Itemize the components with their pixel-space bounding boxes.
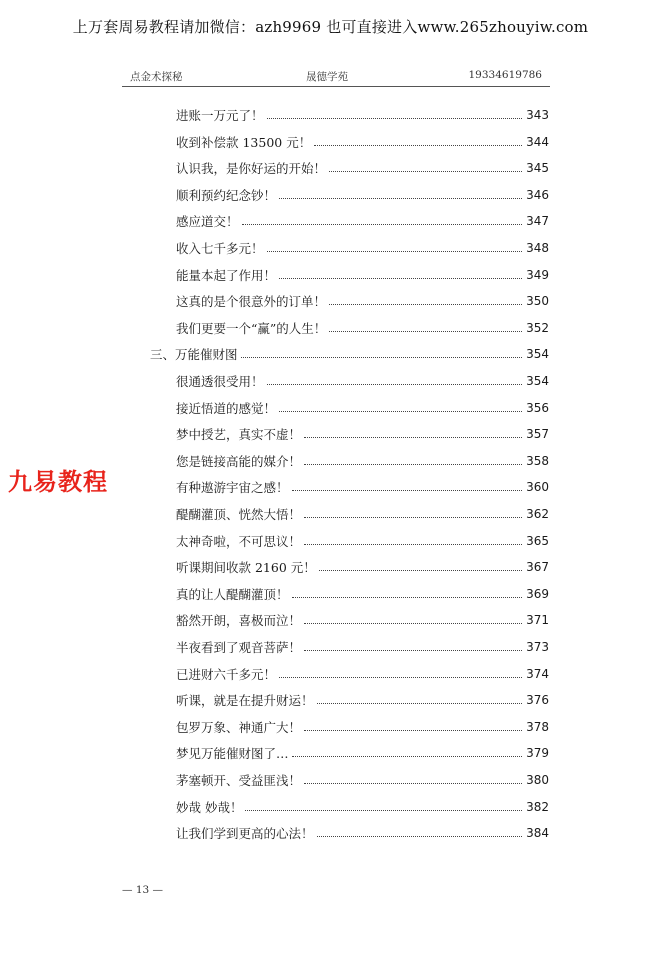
header-publisher: 晟德学苑 <box>306 71 348 83</box>
toc-entry-title: 进账一万元了！ <box>176 108 264 123</box>
toc-entry-page: 376 <box>526 693 549 708</box>
toc-entry-title: 豁然开朗，喜极而泣！ <box>176 613 302 629</box>
toc-entry <box>176 372 549 390</box>
toc-entry-title: 很通透很受用！ <box>176 374 264 389</box>
toc-entry <box>176 186 549 204</box>
toc-dot-leader <box>304 622 522 624</box>
toc-dot-leader <box>279 676 522 678</box>
toc-entry <box>176 558 549 576</box>
toc-entry-page: 350 <box>526 294 549 309</box>
toc-entry-page: 345 <box>526 161 549 176</box>
toc-entry-title: 接近悟道的感觉！ <box>176 400 277 416</box>
toc-entry-page: 344 <box>526 134 549 149</box>
toc-entry <box>176 585 549 603</box>
toc-entry <box>176 319 549 337</box>
toc-entry-title: 收到补偿款 13500 元！ <box>176 134 312 150</box>
toc-entry-page: 365 <box>526 533 549 548</box>
toc-entry <box>176 798 549 816</box>
toc-entry-page: 356 <box>526 400 549 415</box>
toc-dot-leader <box>242 223 522 225</box>
toc-entry-title: 真的让人醍醐灌顶！ <box>176 586 289 602</box>
toc-dot-leader <box>319 569 522 571</box>
toc-entry-title: 醍醐灌顶、恍然大悟！ <box>176 507 302 522</box>
toc-entry-page: 369 <box>526 586 549 601</box>
toc-entry-page: 373 <box>526 640 549 654</box>
toc-entry-page: 354 <box>526 374 549 388</box>
toc-entry-page: 358 <box>526 453 549 468</box>
toc-entry <box>176 611 549 629</box>
toc-entry-page: 379 <box>526 746 549 761</box>
toc-dot-leader <box>304 729 522 731</box>
toc-entry <box>176 292 549 310</box>
toc-entry-title: 收入七千多元！ <box>176 241 264 256</box>
toc-entry-page: 343 <box>526 108 549 122</box>
toc-dot-leader <box>304 463 522 465</box>
toc-dot-leader <box>292 489 522 491</box>
toc-dot-leader <box>304 782 522 784</box>
toc-dot-leader <box>329 330 522 332</box>
toc-entry-title: 妙哉 妙哉！ <box>176 799 243 815</box>
toc-entry-title: 您是链接高能的媒介！ <box>176 453 302 469</box>
toc-entry <box>176 133 549 151</box>
toc-entry <box>176 452 549 470</box>
toc-dot-leader <box>267 383 522 385</box>
toc-dot-leader <box>317 835 522 837</box>
toc-entry-page: 374 <box>526 666 549 681</box>
toc-entry-page: 347 <box>526 214 549 229</box>
toc-entry-page: 380 <box>526 773 549 787</box>
toc-entry <box>176 106 549 124</box>
toc-entry <box>176 212 549 230</box>
top-banner-text: 上万套周易教程请加微信：azh9969 也可直接进入www.265zhouyiw.com <box>72 18 589 36</box>
toc-entry-title: 梦见万能催财图了… <box>176 746 289 762</box>
toc-entry <box>176 665 549 683</box>
toc-entry-page: 382 <box>526 799 549 814</box>
toc-entry <box>176 771 549 789</box>
toc-entry-title: 太神奇啦，不可思议！ <box>176 533 302 549</box>
toc-entry <box>176 266 549 284</box>
toc-dot-leader <box>317 702 522 704</box>
toc-dot-leader <box>267 250 522 252</box>
toc-dot-leader <box>304 649 522 651</box>
toc-entry-title: 我们更要一个“赢”的人生！ <box>176 320 327 336</box>
toc-entry-page: 371 <box>526 613 549 628</box>
toc-entry <box>176 744 549 762</box>
toc-entry <box>176 532 549 550</box>
toc-entry <box>176 638 549 656</box>
toc-dot-leader <box>245 809 522 811</box>
toc-entry-title: 梦中授艺，真实不虚！ <box>176 427 302 443</box>
toc-entry <box>176 159 549 177</box>
toc-entry-title: 听课，就是在提升财运！ <box>176 693 314 709</box>
toc-entry-title: 有种遨游宇宙之感！ <box>176 480 289 496</box>
toc-entry-title: 已进财六千多元！ <box>176 666 277 682</box>
toc-entry <box>176 425 549 443</box>
page-number: — 13 — <box>122 884 164 896</box>
toc-entry-title: 茅塞顿开、受益匪浅！ <box>176 773 302 788</box>
page-header <box>122 68 550 87</box>
toc-entry-page: 357 <box>526 427 549 442</box>
toc-entry-title: 包罗万象、神通广大！ <box>176 719 302 735</box>
header-book-title: 点金术探秘 <box>130 71 183 83</box>
toc-entry-page: 354 <box>526 347 549 362</box>
toc-entry <box>176 691 549 709</box>
toc-dot-leader <box>329 303 522 305</box>
toc-entry-page: 352 <box>526 320 549 335</box>
toc-entry-title: 让我们学到更高的心法！ <box>176 826 314 842</box>
toc-entry <box>176 505 549 523</box>
toc-entry <box>176 239 549 257</box>
toc-dot-leader <box>304 543 522 545</box>
toc-section-heading <box>150 345 549 363</box>
toc-entry-title: 半夜看到了观音菩萨！ <box>176 640 302 655</box>
toc-dot-leader <box>304 436 522 438</box>
toc-entry-page: 378 <box>526 719 549 734</box>
toc-dot-leader <box>292 596 522 598</box>
toc-dot-leader <box>329 170 522 172</box>
toc-entry-page: 349 <box>526 267 549 282</box>
toc-entry-title: 能量本起了作用！ <box>176 267 277 283</box>
toc-entry-title: 感应道交！ <box>176 214 239 230</box>
header-phone: 19334619786 <box>468 69 542 81</box>
toc-entry <box>176 824 549 842</box>
toc-entry <box>176 718 549 736</box>
toc-entry-page: 348 <box>526 241 549 255</box>
watermark-logo: 九易教程 <box>8 468 108 496</box>
toc-entry-page: 360 <box>526 480 549 495</box>
toc-entry-title: 顺利预约纪念钞！ <box>176 187 277 203</box>
toc-dot-leader <box>267 117 522 119</box>
toc-entry-page: 384 <box>526 826 549 841</box>
toc-entry-title: 认识我，是你好运的开始！ <box>176 161 327 177</box>
toc-dot-leader <box>279 197 522 199</box>
toc-dot-leader <box>241 356 522 358</box>
toc-dot-leader <box>304 516 522 518</box>
toc-dot-leader <box>279 277 522 279</box>
toc-dot-leader <box>292 755 522 757</box>
toc-dot-leader <box>279 410 522 412</box>
toc-entry-title: 这真的是个很意外的订单！ <box>176 294 327 310</box>
toc-entry-page: 346 <box>526 187 549 202</box>
toc-entry-page: 367 <box>526 560 549 575</box>
toc-entry-title: 听课期间收款 2160 元！ <box>176 560 316 576</box>
toc-dot-leader <box>314 144 522 146</box>
toc-entry <box>176 478 549 496</box>
toc-entry <box>176 399 549 417</box>
toc-entry-title: 三、万能催财图 <box>150 347 238 363</box>
toc-entry-page: 362 <box>526 507 549 521</box>
